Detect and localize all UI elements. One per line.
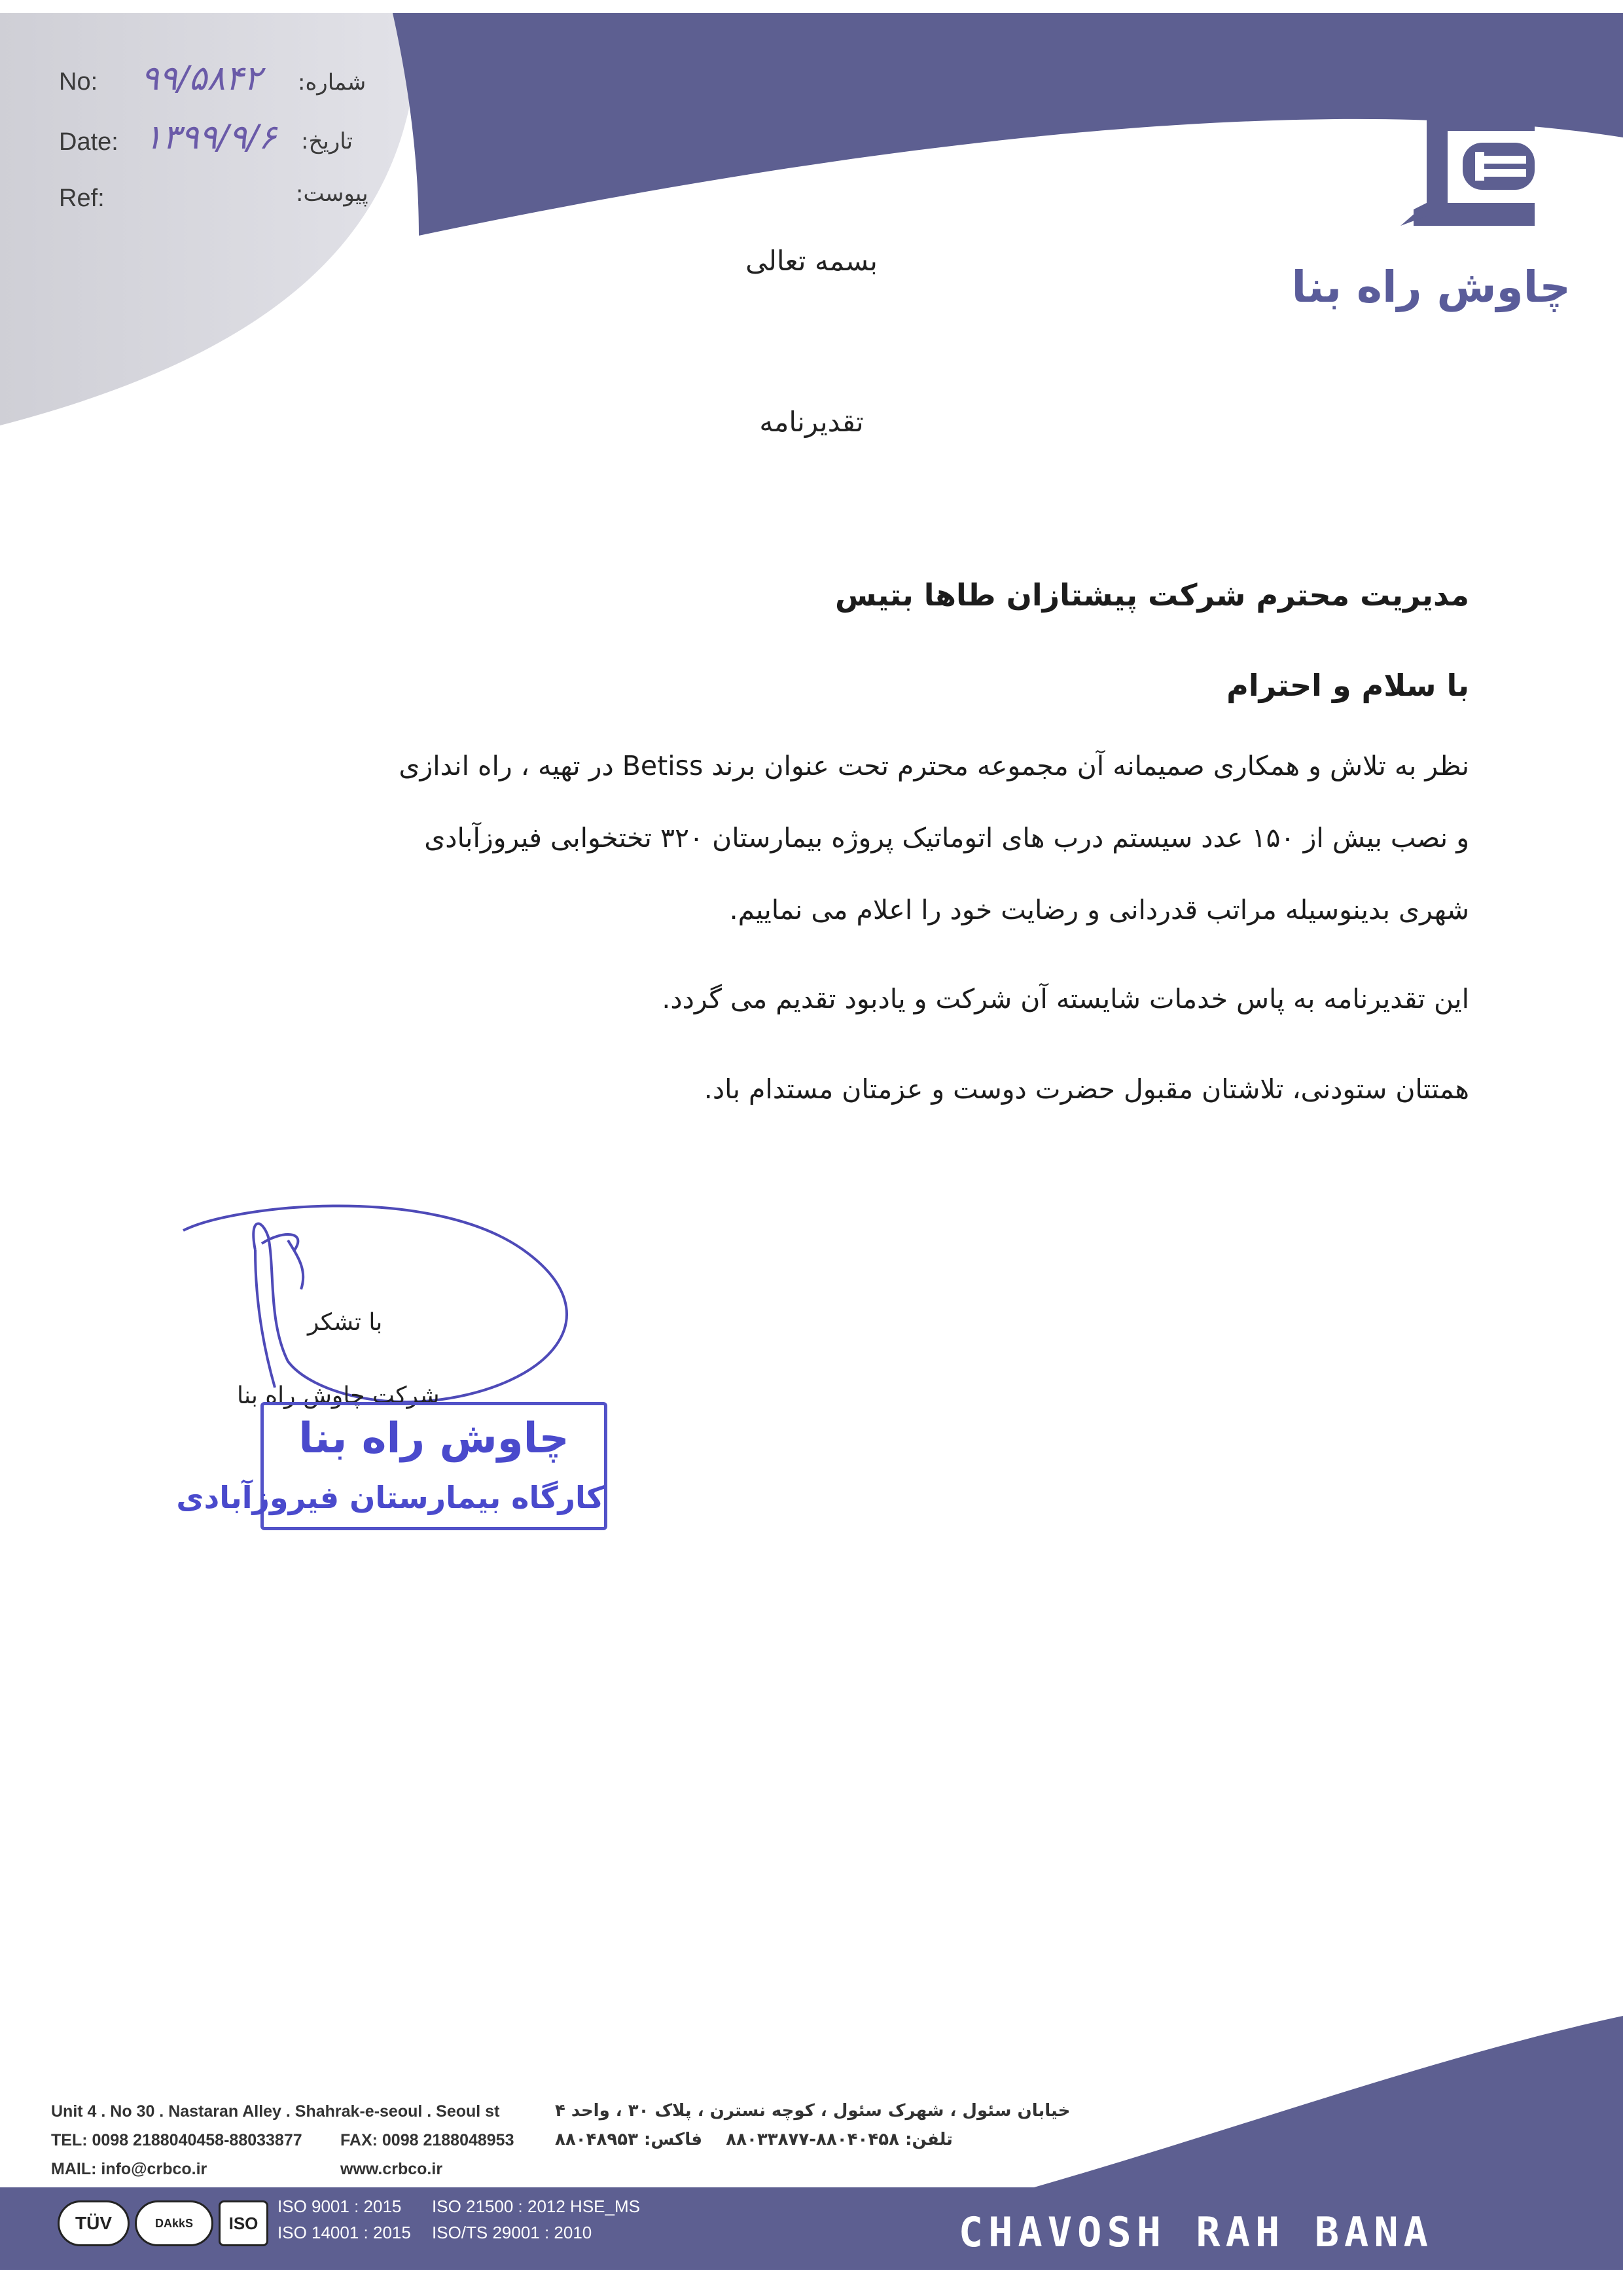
footer-web[interactable]: www.crbco.ir [340,2160,443,2178]
dakks-cert-logo: DAkkS [135,2200,213,2246]
footer-mail[interactable]: MAIL: info@crbco.ir [51,2160,207,2178]
paragraph-line: و نصب بیش از ۱۵۰ عدد سیستم درب های اتوماتیک پروژه بیمارستان ۳۲۰ تختخوابی فیروزآبادی [424,822,1469,853]
paragraph-2: این تقدیرنامه به پاس خدمات شایسته آن شرکت و یادبود تقدیم می گردد. [662,983,1469,1014]
footer-address-fa: خیابان سئول ، شهرک سئول ، کوچه نسترن ، پلاک ۳۰ ، واحد ۴ [555,2101,1071,2121]
iso-cert-logo: ISO [219,2200,268,2246]
footer-fax-en: FAX: 0098 2188048953 [340,2131,514,2149]
recipient: مدیریت محترم شرکت پیشتازان طاها بتیس [834,577,1469,613]
stamp-line-2: کارگاه بیمارستان فیروزآبادی [176,1480,604,1515]
closing: با تشکر [308,1309,383,1336]
iso-21500: ISO 21500 : 2012 HSE_MS [432,2197,640,2216]
iso-9001: ISO 9001 : 2015 [277,2197,402,2216]
footer-fax-value-fa: ۸۸۰۴۸۹۵۳ [555,2130,638,2149]
number-value: ۹۹/۵۸۴۲ [141,59,262,98]
paragraph-line: شهری بدینوسیله مراتب قدردانی و رضایت خود را اعلام می نماییم. [729,894,1469,925]
date-value: ۱۳۹۹/۹/۶ [144,118,277,157]
greeting: با سلام و احترام [1226,668,1469,703]
ref-label-fa: پیوست: [296,181,368,207]
footer-phone-value-fa: ۸۸۰۴۰۴۵۸-۸۸۰۳۳۸۷۷ [726,2130,899,2149]
iso-14001: ISO 14001 : 2015 [277,2223,411,2242]
iso-ts-29001: ISO/TS 29001 : 2010 [432,2223,592,2242]
brand-name-en: CHAVOSH RAH BANA [958,2208,1433,2256]
footer-phone-label-fa: تلفن: [905,2130,953,2149]
paragraph-3: همتتان ستودنی، تلاشتان مقبول حضرت دوست و عزمتان مستدام باد. [704,1073,1469,1105]
invocation: بسمه تعالی [745,245,878,277]
signature-company: شرکت چاوش راه بنا [237,1382,440,1409]
company-stamp [176,1402,607,1530]
tuv-cert-logo: TÜV [58,2200,130,2246]
company-logo-icon [1400,105,1538,236]
paragraph-line: نظر به تلاش و همکاری صمیمانه آن مجموعه محترم تحت عنوان برند Betiss در تهیه ، راه اندازی [399,750,1469,781]
number-label: No: [59,68,98,96]
date-label-fa: تاریخ: [301,128,353,154]
footer-phone-fa [555,2130,953,2149]
letter-title: تقدیرنامه [759,406,864,438]
ref-label: Ref: [59,185,105,212]
date-label: Date: [59,128,118,156]
company-logo-text: چاوش راه بنا [1291,262,1571,312]
stamp-line-1: چاوش راه بنا [298,1414,569,1463]
footer-address-en: Unit 4 . No 30 . Nastaran Alley . Shahrak-e-seoul . Seoul st [51,2102,500,2121]
footer-fax-label-fa: فاکس: [644,2130,703,2149]
number-label-fa: شماره: [298,69,366,96]
footer-tel-en: TEL: 0098 2188040458-88033877 [51,2131,302,2149]
